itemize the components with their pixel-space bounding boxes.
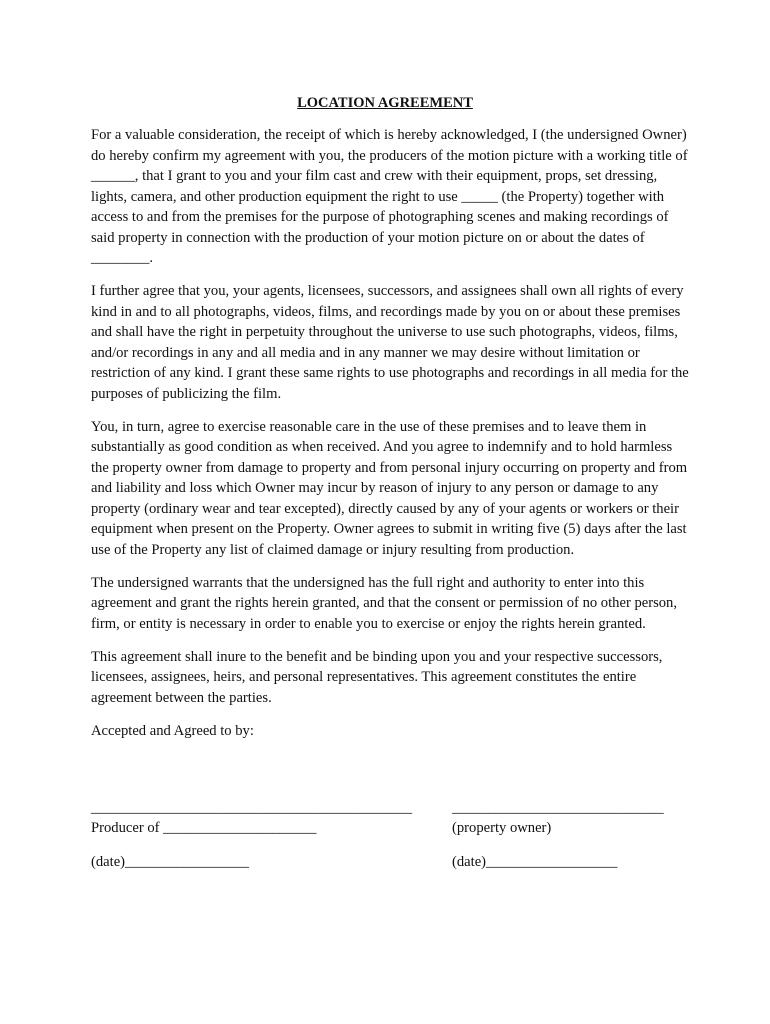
paragraph-warranty: The undersigned warrants that the undersigned has the full right and authority to enter into this agreement and grant the rights herein granted, and that the consent or permission of no other person, firm, or entity is necessary in order to enable you to exercise or enjoy the rights herein granted. (91, 574, 678, 632)
producer-label: Producer of _____________________ (91, 820, 317, 836)
paragraph-consideration: For a valuable consideration, the receipt of which is hereby acknowledged, I (the undersigned Owner) do hereby confirm my agreement with you, the producers of the motion picture with a working title of ______, that I grant to you and your film cast and crew with their equipment, props, set dressing, lights, camera, and other production equipment the right to use _____ (the Property) together with access to and from the premises for the purpose of photographing scenes and making recordings of said property in connection with the production of your motion picture on or about the dates of ________. (91, 127, 688, 266)
owner-date: (date)__________________ (452, 854, 618, 870)
producer-signature-line: ____________________________________________ (91, 800, 413, 816)
owner-label: (property owner) (452, 820, 552, 836)
paragraph-binding: This agreement shall inure to the benefit and be binding upon you and your respective successors, licensees, assignees, heirs, and personal representatives. This agreement constitutes the entire agreement between the parties. (91, 648, 663, 706)
producer-date: (date)_________________ (91, 854, 250, 870)
accepted-label: Accepted and Agreed to by: (91, 722, 254, 739)
owner-signature-line: _____________________________ (452, 800, 664, 816)
document-body (91, 125, 689, 741)
paragraph-indemnity: You, in turn, agree to exercise reasonable care in the use of these premises and to leave them in substantially as good condition as when received. And you agree to indemnify and to hold harmless the property owner from damage to property and from personal injury occurring on property and from and liability and loss which Owner may incur by reason of injury to any person or damage to any property (ordinary wear and tear excepted), directly caused by any of your agents or workers or their equipment when present on the Property. Owner agrees to submit in writing five (5) days after the last use of the Property any list of claimed damage or injury resulting from production. (91, 418, 688, 558)
document-title: LOCATION AGREEMENT (297, 95, 473, 111)
paragraph-rights: I further agree that you, your agents, licensees, successors, and assignees shall own all rights of every kind in and to all photographs, videos, films, and recordings made by you on or about these premises and shall have the right in perpetuity throughout the universe to use such photographs, videos, films, and/or recordings in any and all media and in any manner we may desire without limitation or restriction of any kind. I grant these same rights to use photographs and recordings in all media for the purposes of publicizing the film. (91, 283, 689, 402)
